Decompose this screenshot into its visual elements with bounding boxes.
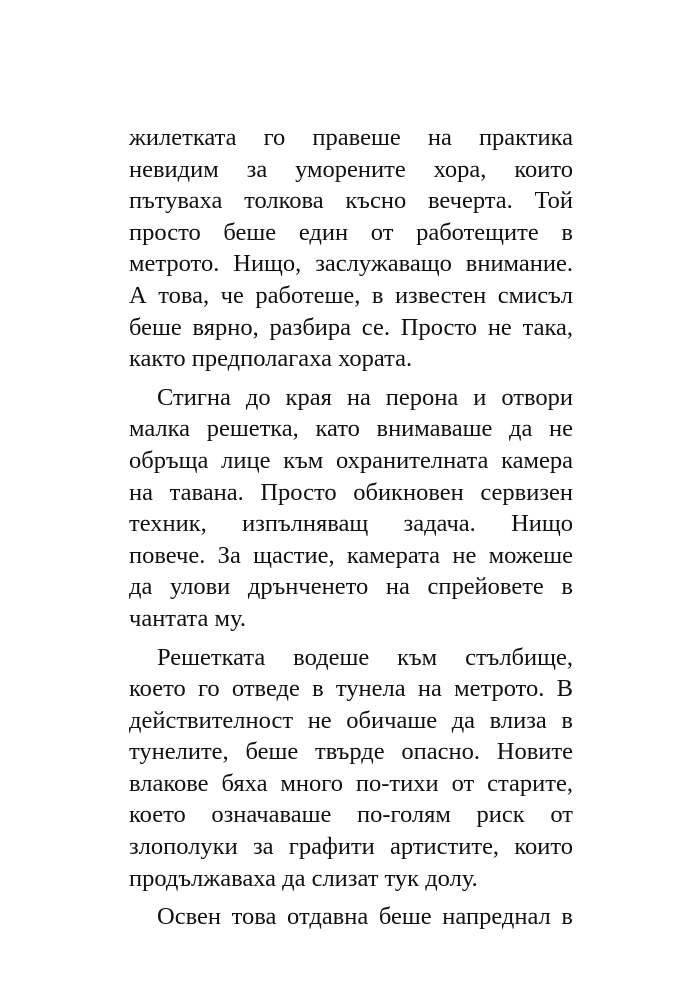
text-line: метрото. Нищо, заслужаващо внимание.: [129, 250, 573, 278]
paragraph-2: [129, 382, 573, 635]
text-line: да улови дрънченето на спрейовете в: [129, 573, 573, 601]
text-line: както предполагаха хората.: [129, 345, 413, 373]
text-line: Стигна до края на перона и отвори: [157, 383, 573, 411]
text-line: Решетката водеше към стълбище,: [157, 643, 573, 671]
text-line: на тавана. Просто обикновен сервизен: [129, 478, 573, 506]
text-line: пътуваха толкова късно вечерта. Той: [129, 187, 573, 215]
text-line: невидим за уморените хора, които: [129, 155, 573, 183]
text-line: малка решетка, като внимаваше да не: [129, 415, 573, 443]
paragraph-3: [129, 642, 573, 895]
text-line: чантата му.: [129, 604, 246, 632]
text-line: тунелите, беше твърде опасно. Новите: [129, 738, 573, 766]
text-line: повече. За щастие, камерата не можеше: [129, 541, 573, 569]
text-line: беше вярно, разбира се. Просто не така,: [129, 313, 573, 341]
text-line: което означаваше по-голям риск от: [129, 801, 573, 829]
text-line: А това, че работеше, в известен смисъл: [129, 281, 573, 309]
text-line: което го отведе в тунела на метрото. В: [129, 675, 573, 703]
text-line: просто беше един от работещите в: [129, 218, 573, 246]
paragraph-4: [129, 901, 573, 933]
text-line: Освен това отдавна беше напреднал в: [157, 903, 573, 931]
text-line: продължаваха да слизат тук долу.: [129, 864, 478, 892]
text-line: действителност не обичаше да влиза в: [129, 706, 573, 734]
text-line: техник, изпълняващ задача. Нищо: [129, 510, 573, 538]
text-line: жилетката го правеше на практика: [129, 124, 573, 151]
body-text: [129, 122, 573, 940]
text-line: обръща лице към охранителната камера: [129, 446, 573, 474]
text-line: злополуки за графити артистите, които: [129, 833, 573, 861]
text-line: влакове бяха много по-тихи от старите,: [129, 769, 573, 797]
paragraph-1: [129, 122, 573, 375]
